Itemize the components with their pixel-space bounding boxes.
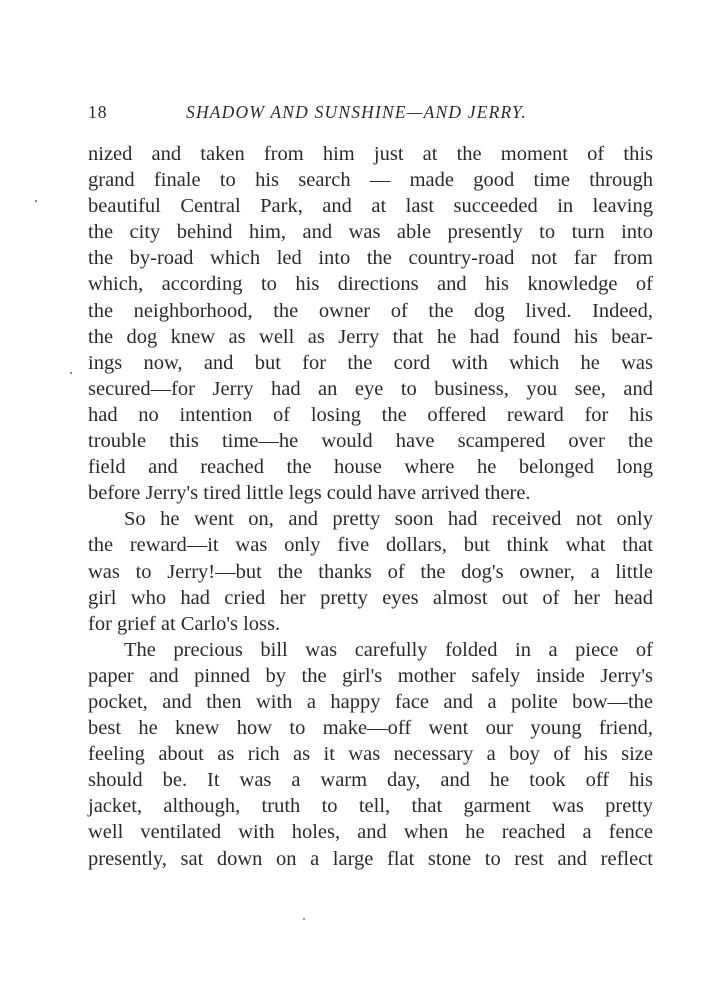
print-speck bbox=[303, 918, 305, 920]
text-line: girl who had cried her pretty eyes almost out of her head bbox=[88, 586, 653, 609]
print-speck bbox=[35, 200, 37, 202]
text-line: best he knew how to make—off went our young friend, bbox=[88, 717, 653, 740]
text-line: field and reached the house where he belonged long bbox=[88, 456, 653, 479]
text-line: which, according to his directions and his knowledge of bbox=[88, 273, 653, 296]
text-line: the reward—it was only five dollars, but think what that bbox=[88, 534, 653, 557]
running-head: SHADOW AND SUNSHINE—AND JERRY. bbox=[186, 102, 527, 122]
text-line: paper and pinned by the girl's mother safely inside Jerry's bbox=[88, 664, 653, 687]
text-line: beautiful Central Park, and at last succeeded in leaving bbox=[88, 195, 653, 218]
text-line: should be. It was a warm day, and he took off his bbox=[88, 769, 653, 792]
page-number: 18 bbox=[88, 102, 108, 122]
text-line: before Jerry's tired little legs could have arrived there. bbox=[88, 482, 531, 505]
text-line: the neighborhood, the owner of the dog lived. Indeed, bbox=[88, 299, 653, 322]
text-line: the city behind him, and was able presently to turn into bbox=[88, 221, 653, 244]
text-line: grand finale to his search — made good time through bbox=[88, 169, 653, 192]
text-line: the dog knew as well as Jerry that he had found his bear- bbox=[88, 325, 653, 348]
page-header bbox=[88, 102, 658, 128]
text-line: presently, sat down on a large flat stone to rest and reflect bbox=[88, 847, 653, 870]
text-line: feeling about as rich as it was necessary a boy of his size bbox=[88, 743, 653, 766]
body-text bbox=[88, 141, 653, 872]
text-line: secured—for Jerry had an eye to business, you see, and bbox=[88, 377, 653, 400]
text-line: trouble this time—he would have scampered over the bbox=[88, 430, 653, 453]
text-line: the by-road which led into the country-road not far from bbox=[88, 247, 653, 270]
text-line: had no intention of losing the offered reward for his bbox=[88, 403, 653, 426]
print-speck bbox=[70, 372, 72, 374]
text-line: So he went on, and pretty soon had received not only bbox=[124, 508, 653, 531]
text-line: The precious bill was carefully folded in a piece of bbox=[124, 638, 653, 661]
text-line: well ventilated with holes, and when he reached a fence bbox=[88, 821, 653, 844]
text-line: for grief at Carlo's loss. bbox=[88, 612, 281, 635]
text-line: pocket, and then with a happy face and a polite bow—the bbox=[88, 690, 653, 713]
text-line: was to Jerry!—but the thanks of the dog's owner, a little bbox=[88, 560, 653, 583]
text-line: ings now, and but for the cord with which he was bbox=[88, 351, 653, 374]
text-line: nized and taken from him just at the moment of this bbox=[88, 143, 653, 165]
text-line: jacket, although, truth to tell, that garment was pretty bbox=[88, 795, 653, 818]
